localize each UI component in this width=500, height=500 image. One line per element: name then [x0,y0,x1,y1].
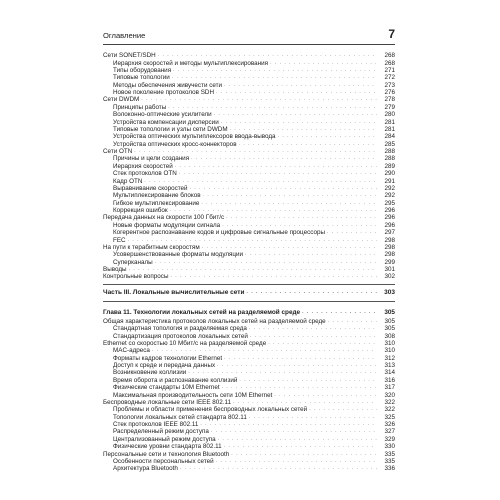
toc-entry[interactable] [103,450,395,457]
toc-entry-page: 299 [384,258,395,266]
toc-entry-title: Типовые топологии [113,74,170,82]
leader-dots [224,82,377,89]
toc-entry-page: 298 [384,243,395,251]
toc-entry-title: Сети SONET/SDH [103,52,156,60]
toc-entry-title: Контрольные вопросы [103,273,169,281]
toc-entry-title: Персональные сети и технология Bluetooth [103,450,230,458]
toc-entry-page: 320 [384,391,395,399]
toc-entry-title: Время оборота и распознавание коллизий [113,376,238,384]
toc-entry-page: 312 [384,354,395,362]
toc-entry[interactable] [103,111,395,118]
toc-entry[interactable] [103,207,395,214]
toc-entry[interactable] [103,59,395,66]
toc-entry-title: FEC [113,236,126,244]
toc-entry-page: 296 [384,221,395,229]
toc-entry-title: Стек протоколов OTN [113,170,177,178]
toc-entry-page: 305 [384,309,395,317]
leader-dots [233,399,377,406]
toc-entry-title: Типы оборудования [113,66,172,74]
toc-entry[interactable] [103,369,395,376]
toc-entry-page: 280 [384,111,395,119]
toc-entry-page: 273 [384,81,395,89]
toc-entry-title: Принципы работы [113,103,167,111]
toc-entry-title: Устройства оптических кросс-коннекторов [113,140,237,148]
toc-entry[interactable] [103,421,395,428]
toc-entry-page: 335 [384,457,395,465]
toc-entry-page: 292 [384,184,395,192]
toc-entry[interactable] [103,170,395,177]
toc-entry[interactable] [103,377,395,384]
toc-entry-title: Глава 11. Технологии локальных сетей на разделяемой среде [103,309,301,317]
leader-dots [231,451,377,458]
toc-entry-title: Максимальная производительность сети 10M Ethernet [113,391,273,399]
leader-dots [216,458,377,465]
toc-entry-page: 281 [384,125,395,133]
toc-entry[interactable] [103,325,395,332]
toc-entry-title: MAC-адреса [113,347,150,355]
leader-dots [268,340,377,347]
toc-entry[interactable] [103,465,395,472]
toc-entry[interactable] [103,126,395,133]
leader-dots [224,443,377,450]
toc-entry-page: 325 [384,413,395,421]
toc-entry-title: Усовершенствованные форматы модуляции [113,251,244,259]
part-rule-bottom [103,301,395,302]
toc-entry-page: 326 [384,421,395,429]
toc-entry[interactable] [103,443,395,450]
leader-dots [246,289,377,296]
toc-entry[interactable] [103,391,395,398]
toc-entry-title: Выравнивание скоростей [113,184,188,192]
toc-entry-page: 335 [384,450,395,458]
leader-dots [155,259,377,266]
toc-entry-title: Централизованный режим доступа [113,435,216,443]
leader-dots [175,163,377,170]
toc-entry-page: 288 [384,148,395,156]
toc-entry-page: 308 [384,332,395,340]
toc-entry-page: 298 [384,251,395,259]
toc-entry-page: 297 [384,229,395,237]
toc-entry-title: Распределенный режим доступа [113,428,209,436]
toc-entry[interactable] [103,214,395,221]
toc-entry-page: 271 [384,66,395,74]
toc-entry-title: Стандартизация протоколов локальных сетей [113,332,248,340]
toc-entry-title: Выводы [103,266,127,274]
leader-dots [309,406,377,413]
toc-entry-title: Общая характеристика протоколов локальных сетей на разделяемой среде [103,317,326,325]
leader-dots [170,207,377,214]
toc-entry[interactable] [103,428,395,435]
toc-entry-title: Коррекция ошибок [113,207,168,215]
leader-dots [218,436,377,443]
leader-dots [230,126,377,133]
toc-entry-title: Методы обеспечения живучести сети [113,81,223,89]
toc-entry-page: 327 [384,428,395,436]
toc-entry[interactable] [103,244,395,251]
leader-dots [170,273,377,280]
leader-dots [239,377,377,384]
toc-entry[interactable] [103,384,395,391]
toc-entry[interactable] [103,436,395,443]
toc-entry-title: Гибкое мультиплексирование [113,199,200,207]
toc-entry[interactable] [103,148,395,155]
toc-entry[interactable] [103,332,395,339]
toc-entry[interactable] [103,266,395,273]
toc-entry[interactable] [103,355,395,362]
toc-entry-page: 291 [384,177,395,185]
toc-entry[interactable] [103,458,395,465]
leader-dots [172,74,377,81]
leader-dots [144,178,377,185]
toc-entry-title: Форматы кадров технологии Ethernet [113,354,223,362]
toc-part[interactable] [103,285,395,301]
toc-entry[interactable] [103,259,395,266]
toc-entry[interactable] [103,236,395,243]
leader-dots [128,237,377,244]
toc-entry[interactable] [103,318,395,325]
toc-entry[interactable] [103,414,395,421]
toc-entry-title: Устройства компенсации дисперсии [113,118,219,126]
toc-entry[interactable] [103,362,395,369]
toc-entry[interactable] [103,340,395,347]
leader-dots [129,266,377,273]
leader-dots [203,192,377,199]
toc-entry[interactable] [103,67,395,74]
toc-entry-title: Иерархия скоростей [113,162,173,170]
toc-entry[interactable] [103,118,395,125]
toc-entry-title: Стандартная топология и разделяемая среда [113,325,247,333]
toc-entry-page: 305 [384,325,395,333]
toc-entry-page: 268 [384,59,395,67]
toc-entry[interactable] [103,251,395,258]
toc-entry[interactable] [103,192,395,199]
toc-entry[interactable] [103,399,395,406]
toc-entry-title: Ethernet со скоростью 10 Мбит/с на разделяемой среде [103,339,267,347]
table-of-contents [103,52,395,473]
toc-entry-page: 279 [384,103,395,111]
leader-dots [328,318,377,325]
toc-entry[interactable] [103,229,395,236]
toc-entry-title: Передача данных на скорости 100 Гбит/с [103,214,225,222]
toc-chapter[interactable] [103,308,395,318]
leader-dots [191,155,377,162]
toc-entry-page: 313 [384,362,395,370]
leader-dots [327,229,377,236]
toc-entry-page: 292 [384,192,395,200]
toc-entry-title: Кадр OTN [113,177,143,185]
leader-dots [250,333,377,340]
leader-dots [224,355,377,362]
toc-entry[interactable] [103,104,395,111]
leader-dots [249,325,377,332]
toc-entry-page: 322 [384,398,395,406]
toc-entry-page: 285 [384,140,395,148]
leader-dots [201,200,377,207]
leader-dots [222,222,377,229]
toc-entry[interactable] [103,96,395,103]
toc-entry[interactable] [103,222,395,229]
toc-entry-title: Причины и цели создания [113,155,190,163]
leader-dots [141,96,377,103]
leader-dots [173,67,377,74]
toc-entry[interactable] [103,89,395,96]
toc-entry-title: Часть III. Локальные вычислительные сети [103,289,245,297]
toc-entry[interactable] [103,347,395,354]
toc-entry-title: Сети DWDM [103,96,140,104]
toc-entry-page: 302 [384,273,395,281]
leader-dots [245,251,377,258]
toc-entry-page: 314 [384,369,395,377]
toc-entry-page: 301 [384,266,395,274]
toc-entry-title: Физические уровни стандарта 802.11 [113,443,222,451]
leader-dots [202,244,377,251]
leader-dots [200,421,377,428]
toc-entry-title: Сети OTN [103,148,133,156]
toc-entry-title: Мультиплексирование блоков [113,192,201,200]
toc-entry-title: Новые форматы модуляции сигнала [113,221,221,229]
leader-dots [270,60,377,67]
leader-dots [179,170,377,177]
toc-entry[interactable] [103,155,395,162]
toc-entry-page: 329 [384,435,395,443]
leader-dots [216,89,377,96]
leader-dots [217,362,377,369]
toc-entry-page: 336 [384,465,395,473]
toc-entry[interactable] [103,273,395,280]
toc-entry[interactable] [103,406,395,413]
toc-entry-page: 305 [384,317,395,325]
toc-entry-title: Волоконно-оптические усилители [113,111,212,119]
running-title: Оглавление [103,31,146,40]
toc-entry-title: Суперканалы [113,258,153,266]
toc-entry-title: Стек протоколов IEEE 802.11 [113,421,199,429]
page-header [103,27,395,45]
page-number: 7 [388,27,395,41]
toc-entry[interactable] [103,163,395,170]
leader-dots [180,465,377,472]
leader-dots [134,148,377,155]
toc-entry-title: Возникновение коллизии [113,369,187,377]
toc-entry-page: 268 [384,52,395,60]
leader-dots [239,141,377,148]
leader-dots [221,119,377,126]
toc-entry-page: 317 [384,384,395,392]
leader-dots [274,392,377,399]
toc-entry-title: Типовые топологии и узлы сети DWDM [113,125,228,133]
leader-dots [222,384,377,391]
toc-entry-title: На пути к терабитным скоростям [103,243,200,251]
toc-entry-title: Особенности персональных сетей [113,457,214,465]
toc-entry-title: Доступ к среде и передача данных [113,362,216,370]
toc-entry[interactable] [103,141,395,148]
toc-entry[interactable] [103,133,395,140]
toc-entry[interactable] [103,185,395,192]
toc-entry-page: 284 [384,133,395,141]
toc-entry-title: Топологии локальных сетей стандарта 802.11 [113,413,247,421]
toc-entry-page: 278 [384,96,395,104]
leader-dots [168,104,377,111]
toc-entry-page: 288 [384,155,395,163]
toc-entry-page: 296 [384,207,395,215]
leader-dots [302,309,377,316]
toc-entry-title: Архитектура Bluetooth [113,465,178,473]
toc-entry-title: Беспроводные локальные сети IEEE 802.11 [103,398,232,406]
leader-dots [211,428,377,435]
toc-entry-title: Проблемы и области применения беспроводных локальных сетей [113,406,308,414]
toc-entry-page: 272 [384,74,395,82]
toc-entry-page: 296 [384,214,395,222]
leader-dots [158,52,377,59]
toc-entry-page: 298 [384,236,395,244]
toc-entry-page: 310 [384,339,395,347]
toc-entry-page: 322 [384,406,395,414]
leader-dots [214,111,377,118]
toc-entry-title: Физические стандарты 10M Ethernet [113,384,220,392]
toc-entry-title: Когерентное распознавание кодов и цифровые сигнальные процессоры [113,229,325,237]
toc-entry-page: 281 [384,118,395,126]
leader-dots [226,214,377,221]
toc-entry-title: Иерархия скоростей и методы мультиплексирования [113,59,269,67]
toc-entry[interactable] [103,82,395,89]
toc-entry-page: 276 [384,89,395,97]
toc-entry[interactable] [103,52,395,59]
leader-dots [249,414,377,421]
leader-dots [278,133,377,140]
toc-entry[interactable] [103,74,395,81]
toc-entry-title: Новое поколение протоколов SDH [113,89,215,97]
toc-entry-page: 289 [384,162,395,170]
leader-dots [190,185,377,192]
toc-entry-page: 330 [384,443,395,451]
toc-entry-title: Устройства оптических мультиплексоров ввода-вывода [113,133,276,141]
toc-entry-page: 290 [384,170,395,178]
toc-entry-page: 310 [384,347,395,355]
toc-entry[interactable] [103,200,395,207]
toc-entry-page: 295 [384,199,395,207]
toc-entry-page: 316 [384,376,395,384]
leader-dots [188,369,377,376]
toc-entry-page: 303 [384,289,395,297]
leader-dots [152,347,377,354]
toc-entry[interactable] [103,177,395,184]
